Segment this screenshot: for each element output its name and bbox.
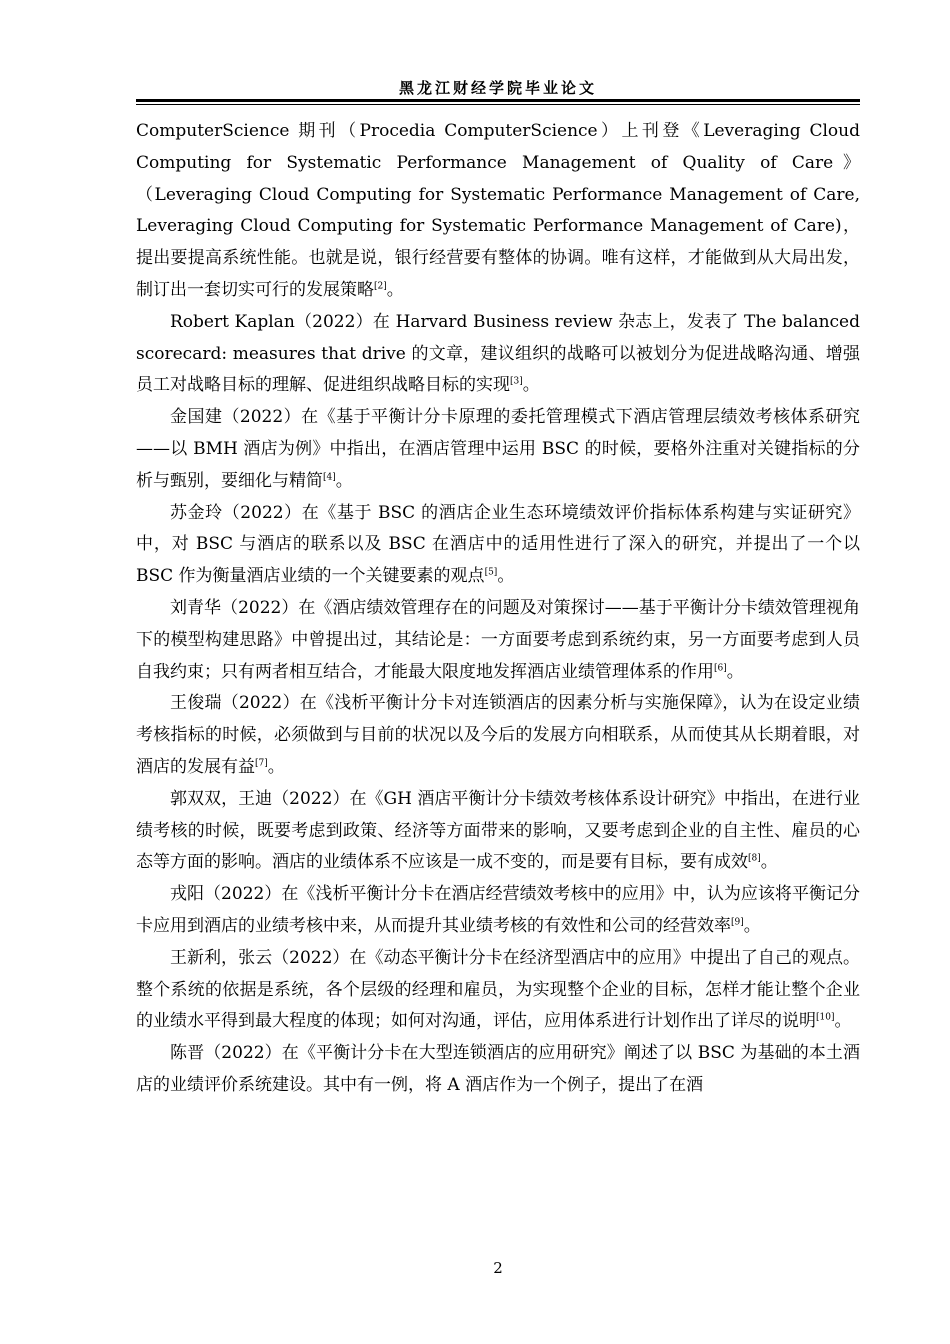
paragraph-text: 刘青华（2022）在《酒店绩效管理存在的问题及对策探讨——基于平衡计分卡绩效管理视角下的模型构建思路》中曾提出过，其结论是：一方面要考虑到系统约束，另一方面要考虑到人员自我约束；只有两者相互结合，才能最大限度地发挥酒店业绩管理体系的作用 [136,597,860,682]
citation-ref: [7] [255,758,268,769]
paragraph-text: 郭双双，王迪（2022）在《GH 酒店平衡计分卡绩效考核体系设计研究》中指出，在进行业绩考核的时候，既要考虑到政策、经济等方面带来的影响，又要考虑到企业的自主性、雇员的心态等方面的影响。酒店的业绩体系不应该是一成不变的，而是要有目标，要有成效 [136,788,860,873]
header-rule-thick [136,99,860,102]
paragraph-end: 。 [335,470,353,491]
paragraph-end: 。 [760,852,778,873]
running-header: 黑龙江财经学院毕业论文 [398,79,597,97]
citation-ref: [5] [484,567,498,578]
citation-ref: [6] [714,662,727,673]
paragraph-6 [136,688,860,783]
citation-ref: [4] [323,472,336,483]
paragraph-5 [136,593,860,688]
paragraph-end: 。 [267,756,285,777]
paragraph-8 [136,879,860,943]
paragraph-end: 。 [522,375,540,396]
paragraph-end: 。 [497,566,515,587]
citation-ref: [8] [748,853,761,864]
paragraph-end: 。 [834,1011,852,1032]
citation-ref: [2] [374,281,387,292]
paragraph-4 [136,498,860,593]
paragraph-text: 陈晋（2022）在《平衡计分卡在大型连锁酒店的应用研究》阐述了以 BSC 为基础的本土酒店的业绩评价系统建设。其中有一例，将 A 酒店作为一个例子，提出了在酒 [136,1043,860,1095]
paragraph-text: 苏金玲（2022）在《基于 BSC 的酒店企业生态环境绩效评价指标体系构建与实证研究》中，对 BSC 与酒店的联系以及 BSC 在酒店中的适用性进行了深入的研究，并提出了一个以 BSC 作为衡量酒店业绩的一个关键要素的观点 [136,502,860,587]
paragraph-1 [136,116,860,307]
paragraph-10 [136,1038,860,1102]
paragraph-3 [136,402,860,497]
citation-ref: [9] [731,917,744,928]
page-number: 2 [493,1259,503,1277]
paragraph-9 [136,943,860,1038]
paragraph-7 [136,784,860,879]
body-text [136,116,860,1102]
paragraph-text: 金国建（2022）在《基于平衡计分卡原理的委托管理模式下酒店管理层绩效考核体系研究——以 BMH 酒店为例》中指出，在酒店管理中运用 BSC 的时候，要格外注重对关键指标的分析与甄别，要细化与精简 [136,407,860,491]
citation-ref: [10] [816,1012,835,1023]
paragraph-text: 王新利，张云（2022）在《动态平衡计分卡在经济型酒店中的应用》中提出了自己的观点。整个系统的依据是系统，各个层级的经理和雇员，为实现整个企业的目标，怎样才能让整个企业的业绩水平得到最大程度的体现；如何对沟通，评估，应用体系进行计划作出了详尽的说明 [136,947,860,1032]
citation-ref: [3] [510,376,523,387]
header-rule-thin [136,104,860,105]
paragraph-end: 。 [743,915,761,936]
paragraph-end: 。 [386,279,404,300]
paragraph-text: 王俊瑞（2022）在《浅析平衡计分卡对连锁酒店的因素分析与实施保障》，认为在设定业绩考核指标的时候，必须做到与目前的状况以及今后的发展方向相联系，从而使其从长期着眼，对酒店的发展有益 [136,693,860,777]
paragraph-2 [136,307,860,402]
paragraph-text: 戎阳（2022）在《浅析平衡计分卡在酒店经营绩效考核中的应用》中，认为应该将平衡记分卡应用到酒店的业绩考核中来，从而提升其业绩考核的有效性和公司的经营效率 [136,884,860,936]
paragraph-text: Robert Kaplan（2022）在 Harvard Business review 杂志上，发表了 The balanced scorecard: measures that drive 的文章，建议组织的战略可以被划分为促进战略沟通、增强员工对战略目标的理解、促进组织战略目标的实现 [136,311,860,396]
paragraph-text: ComputerScience 期刊（Procedia ComputerScience）上刊登《Leveraging Cloud Computing for Systematic Performance Management of Quality of Care》（Leveraging Cloud Computing for Systematic Performance Management of Care, Leveraging Cloud Computing for Systematic Performance Management of Care)，提出要提高系统性能。也就是说，银行经营要有整体的协调。唯有这样，才能做到从大局出发，制订出一套切实可行的发展策略 [136,121,860,300]
paragraph-end: 。 [726,661,744,682]
